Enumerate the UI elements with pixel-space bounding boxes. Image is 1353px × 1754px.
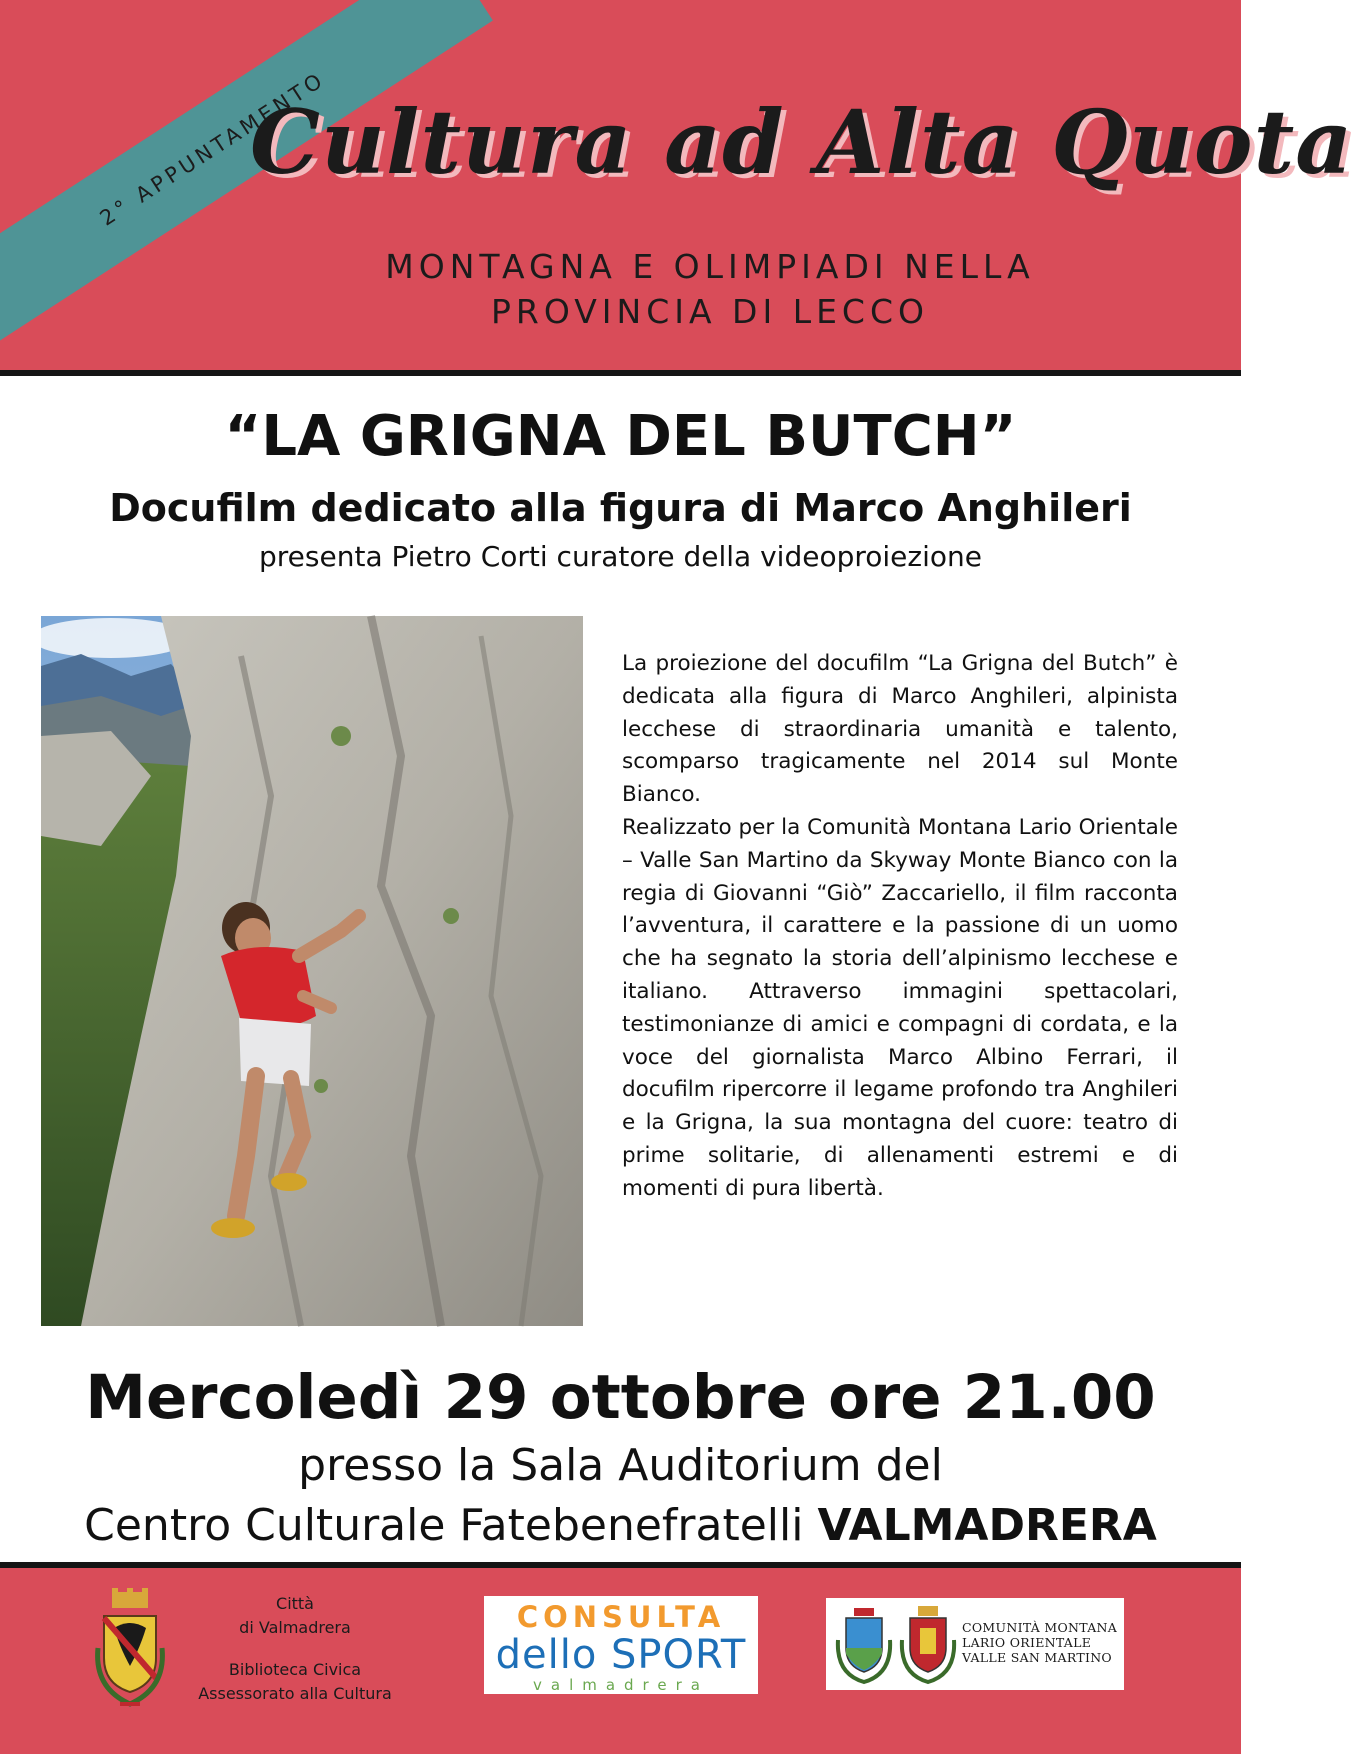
valmadrera-library-credit (180, 1592, 410, 1706)
consulta-logo-row2: dello SPORT (495, 1632, 747, 1678)
credit-line: Assessorato alla Cultura (198, 1684, 392, 1703)
consulta-logo-row1: CONSULTA (516, 1600, 726, 1634)
sponsor-footer (0, 1568, 1241, 1754)
comunita-logo-line: VALLE SAN MARTINO (962, 1650, 1112, 1665)
credit-line: Città (276, 1594, 314, 1613)
comunita-logo-line: COMUNITÀ MONTANA (962, 1620, 1118, 1635)
venue-line1: presso la Sala Auditorium del (298, 1440, 943, 1491)
series-subtitle (240, 244, 1180, 334)
film-subtitle: Docufilm dedicato alla figura di Marco Anghileri (109, 486, 1132, 530)
consulta-logo-row3: valmadrera (533, 1676, 709, 1694)
consulta-dello-sport-logo (484, 1596, 758, 1694)
credit-line: di Valmadrera (239, 1618, 351, 1637)
series-subtitle-line2: PROVINCIA DI LECCO (491, 292, 929, 331)
event-date-time: Mercoledì 29 ottobre ore 21.00 (85, 1362, 1156, 1433)
ribbon-label: 2° APPUNTAMENTO (95, 67, 330, 231)
film-description (622, 648, 1178, 1206)
film-title: “LA GRIGNA DEL BUTCH” (224, 404, 1017, 469)
venue-line2 (0, 1500, 1241, 1551)
credit-line: Biblioteca Civica (228, 1660, 362, 1679)
series-subtitle-line1: MONTAGNA E OLIMPIADI NELLA (385, 247, 1035, 286)
comunita-crest-icon (898, 1604, 958, 1684)
venue-name: Centro Culturale Fatebenefratelli (84, 1500, 804, 1551)
comunita-crest-icon (834, 1604, 894, 1684)
header-divider (0, 370, 1241, 376)
comunita-logo-label (962, 1620, 1118, 1665)
description-paragraph: La proiezione del docufilm “La Grigna del Butch” è dedicata alla figura di Marco Anghileri, alpinista lecchese di straordinaria umanità e talento, scomparso tragicamente nel 2014 sul Monte Bianco. (622, 651, 1178, 808)
poster-header (0, 0, 1353, 372)
series-title: Cultura ad Alta Quota (250, 90, 1353, 194)
venue-city: VALMADRERA (817, 1500, 1157, 1551)
comunita-montana-logo (826, 1598, 1124, 1690)
description-paragraph: Realizzato per la Comunità Montana Lario Orientale – Valle San Martino da Skyway Monte Bianco con la regia di Giovanni “Giò” Zaccariello, il film racconta l’avventura, il carattere e la passione di un uomo che ha segnato la storia dell’alpinismo lecchese e italiano. Attraverso immagini spettacolari, testimonianze di amici e compagni di cordata, e la voce del giornalista Marco Albino Ferrari, il docufilm ripercorre il legame profondo tra Anghileri e la Grigna, la sua montagna del cuore: teatro di prime solitarie, di allenamenti estremi e di momenti di pura libertà. (622, 814, 1178, 1201)
climber-photo (41, 616, 583, 1326)
comunita-logo-line: LARIO ORIENTALE (962, 1635, 1092, 1650)
presenter-line: presenta Pietro Corti curatore della videoproiezione (259, 540, 982, 573)
valmadrera-crest-icon (90, 1588, 170, 1712)
